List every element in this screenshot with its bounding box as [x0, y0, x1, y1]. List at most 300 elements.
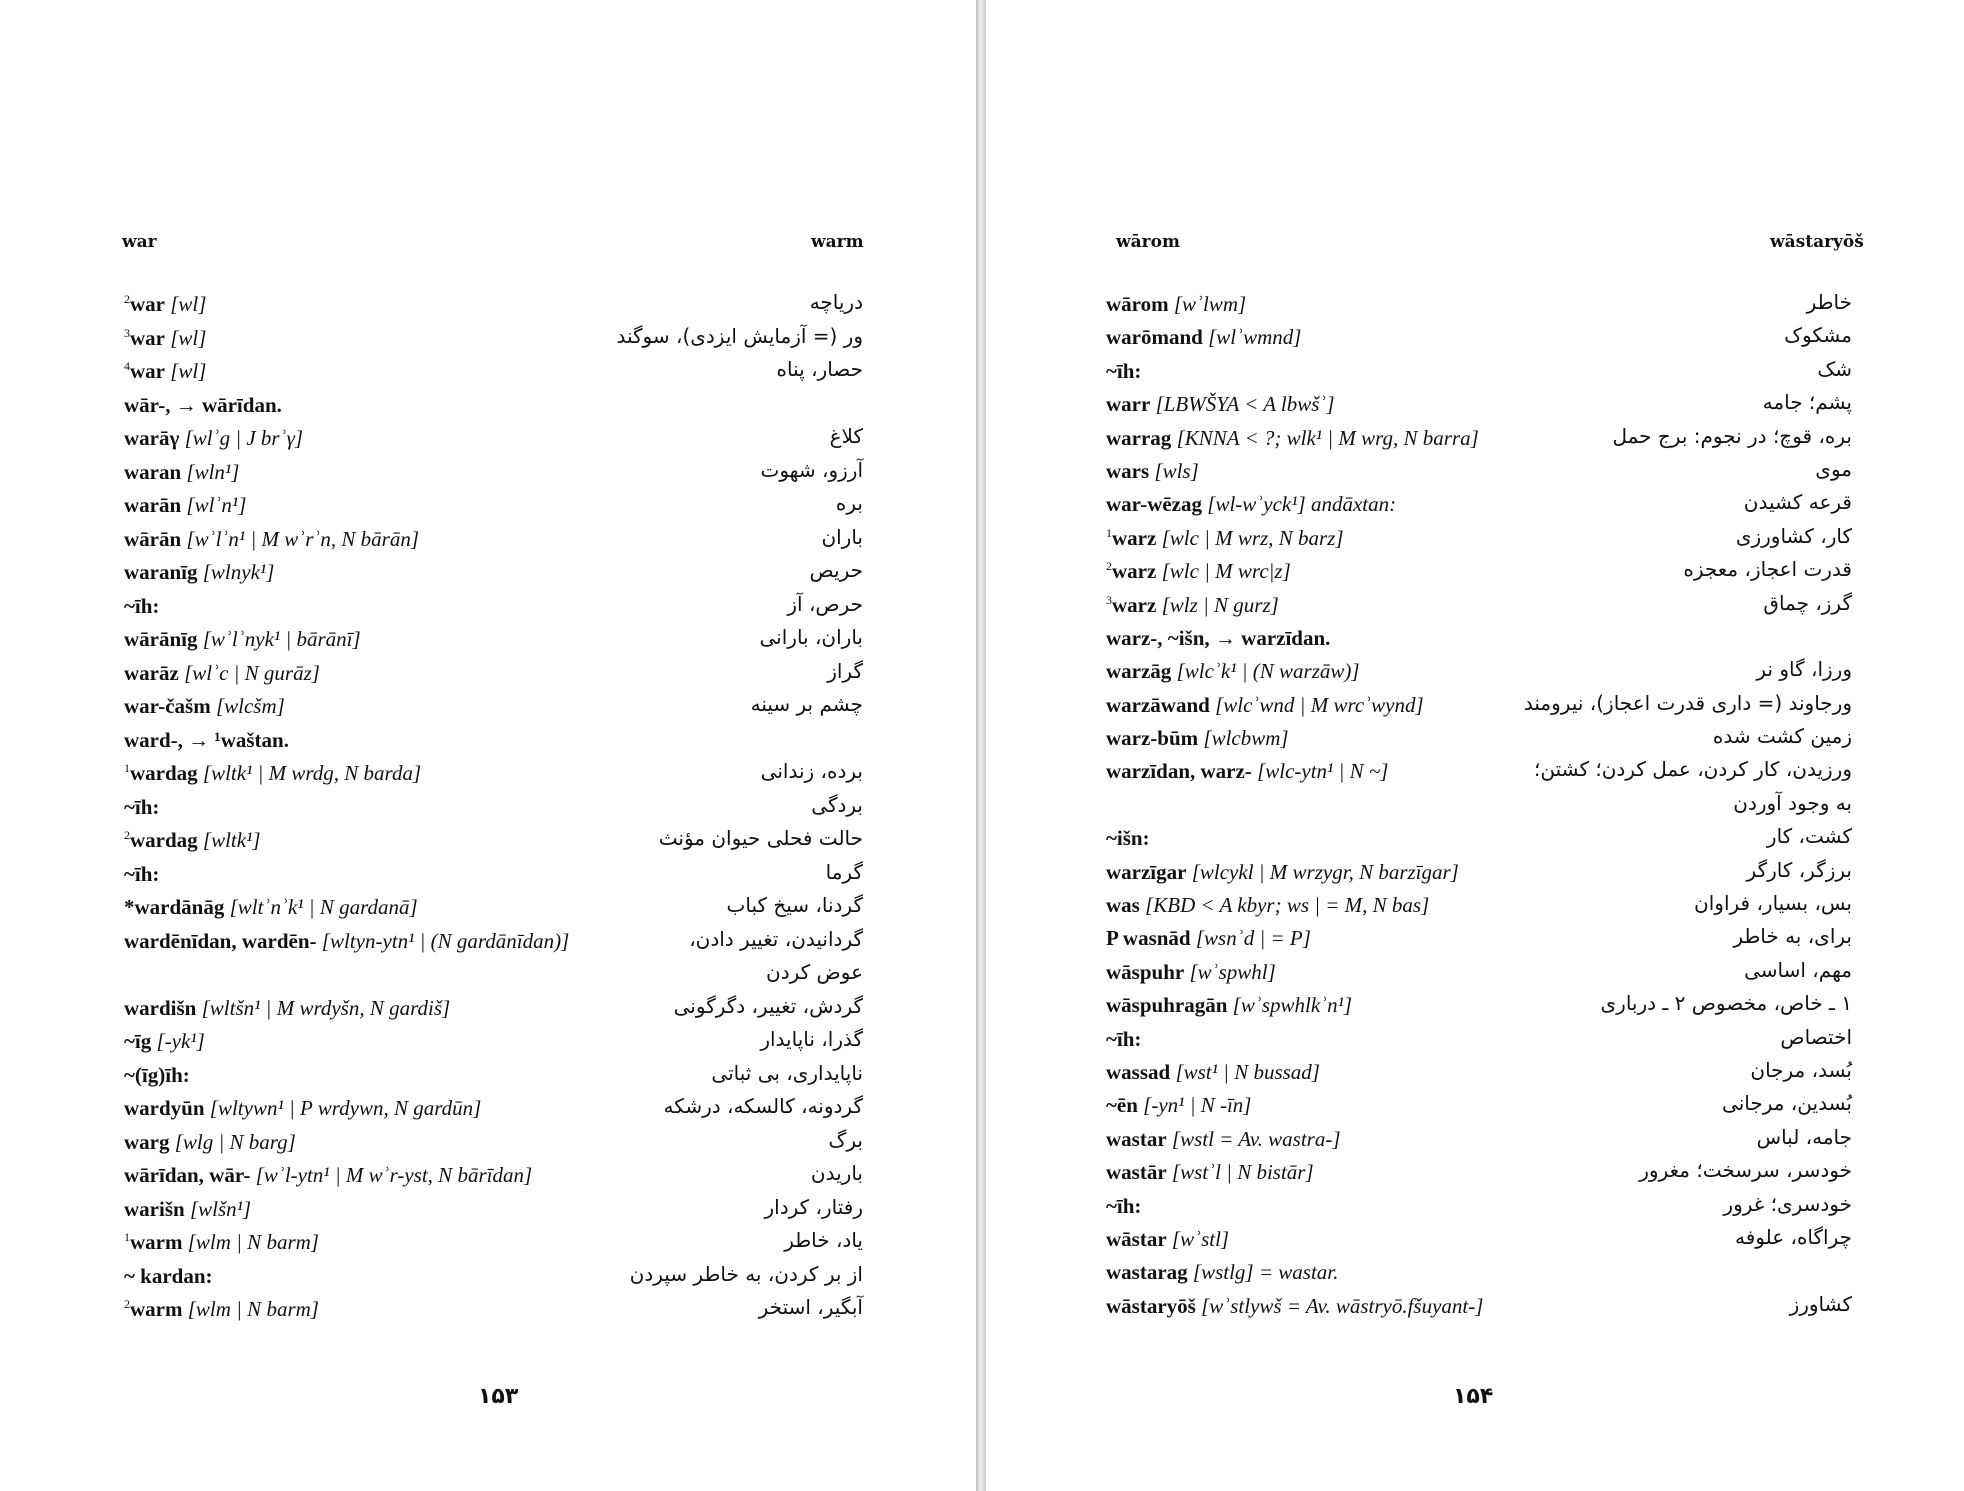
dictionary-entry: [986, 288, 1964, 321]
transcription: [-yn¹ | N -īn]: [1143, 1093, 1252, 1118]
headword: war-čašm: [124, 694, 211, 718]
headword: wardag: [130, 828, 198, 852]
entry-lemma: [1106, 993, 1352, 1018]
entry-lemma: [124, 1230, 319, 1255]
persian-gloss: ناپایداری، بی ثباتی: [711, 1060, 863, 1085]
dictionary-entry: [986, 922, 1964, 955]
headword: wars: [1106, 458, 1150, 483]
headword: warg: [124, 1129, 170, 1154]
transcription: [wltk¹]: [202, 828, 261, 852]
entry-lemma: [1106, 359, 1141, 384]
homonym-number: 4: [124, 359, 130, 373]
book-gutter: [976, 0, 986, 1491]
persian-gloss: برگ: [828, 1127, 863, 1152]
running-head-left: war: [122, 232, 157, 252]
transcription: [wlʾc | N gurāz]: [184, 660, 320, 685]
entry-lemma: [124, 761, 421, 786]
headword: wastarag: [1106, 1260, 1188, 1285]
entry-lemma: [124, 292, 206, 317]
persian-gloss: رفتار، کردار: [764, 1194, 863, 1219]
entry-lemma: [124, 895, 418, 920]
persian-gloss: زمین کشت شده: [1712, 724, 1852, 749]
persian-gloss: دریاچه: [809, 290, 863, 314]
dictionary-entry: [986, 1156, 1964, 1189]
persian-gloss: برده، زندانی: [760, 759, 863, 783]
entry-lemma: [1106, 759, 1388, 784]
transcription: [wl]: [170, 325, 207, 350]
entry-lemma: [1106, 526, 1344, 551]
headword: warzāg: [1106, 659, 1172, 684]
persian-gloss: گراز: [827, 658, 863, 683]
transcription: [wlm | N barm]: [187, 1297, 319, 1321]
dictionary-entry: [0, 489, 976, 523]
dictionary-entry: [0, 724, 976, 758]
headword: warz: [1112, 592, 1157, 617]
headword: wāspuhragān: [1106, 993, 1228, 1018]
headword: warm: [130, 1230, 183, 1254]
entry-lemma: [124, 527, 419, 552]
persian-gloss: چراگاه، علوفه: [1734, 1224, 1852, 1249]
headword: war: [130, 292, 165, 316]
dictionary-entry: [986, 355, 1964, 388]
entry-lemma: [124, 426, 303, 451]
entry-lemma: [1106, 960, 1276, 985]
entry-lemma: [1106, 626, 1330, 651]
entry-lemma: [1106, 559, 1291, 584]
headword: ~īh:: [124, 861, 160, 886]
dictionary-entry: [986, 455, 1964, 488]
persian-gloss: ورزا، گاو نر: [1756, 657, 1852, 682]
persian-gloss: حالت فحلی حیوان مؤنث: [658, 826, 863, 850]
headword: ~(īg)īh:: [124, 1062, 190, 1087]
dictionary-entry: [0, 1293, 976, 1327]
dictionary-entry: [986, 422, 1964, 455]
entry-lemma: [1106, 693, 1424, 718]
headword: ~īh:: [1106, 358, 1142, 383]
dictionary-entry: [986, 1256, 1964, 1289]
dictionary-entry: [0, 456, 976, 490]
dictionary-entry: [986, 956, 1964, 989]
dictionary-entry: [986, 822, 1964, 855]
dictionary-entry: [0, 288, 976, 322]
persian-gloss: خودسری؛ غرور: [1723, 1191, 1852, 1216]
persian-gloss: حریص: [809, 558, 863, 582]
persian-gloss: کشت، کار: [1766, 824, 1852, 849]
headword: wardyūn: [124, 1096, 205, 1120]
dictionary-entry: [0, 322, 976, 356]
headword: wardēnīdan, wardēn-: [124, 928, 317, 953]
dictionary-entry: [0, 1092, 976, 1126]
headword: ward-, → ¹waštan.: [124, 727, 289, 752]
headword: was: [1106, 893, 1140, 918]
transcription: [wltywn¹ | P wrdywn, N gardūn]: [209, 1096, 482, 1120]
entry-lemma: [1106, 893, 1429, 918]
dictionary-entry: [0, 389, 976, 423]
dictionary-entry: [986, 622, 1964, 655]
dictionary-entry: [986, 989, 1964, 1022]
transcription: [wlm | N barm]: [187, 1230, 319, 1254]
transcription: [wlʾwmnd]: [1208, 325, 1302, 350]
headword: warm: [130, 1297, 183, 1321]
headword: ~ēn: [1106, 1093, 1138, 1118]
entry-lemma: [1106, 826, 1150, 851]
entry-lemma: [1106, 1260, 1338, 1285]
entry-lemma: [1106, 659, 1360, 684]
homonym-number: 2: [124, 1297, 130, 1311]
persian-gloss: چشم بر سینه: [750, 692, 863, 716]
dictionary-entry: [0, 757, 976, 791]
left-page: [0, 0, 976, 1491]
entry-lemma: [1106, 492, 1396, 517]
dictionary-entry: [986, 889, 1964, 922]
entry-lemma: [1106, 1027, 1141, 1052]
entry-lemma: [124, 1297, 319, 1322]
dictionary-entry: [986, 1223, 1964, 1256]
transcription: [wlʾg | J brʾγ]: [184, 426, 304, 450]
dictionary-entry: [0, 1025, 976, 1059]
dictionary-entry: [986, 388, 1964, 421]
transcription: [wʾlʾnyk¹ | bārānī]: [202, 627, 361, 651]
entry-lemma: [124, 627, 361, 652]
entry-lemma: [124, 1029, 205, 1054]
headword: wāstar: [1106, 1226, 1167, 1251]
headword: *wardānāg: [124, 895, 225, 919]
dictionary-entry: [986, 1089, 1964, 1122]
transcription: [wlc | M wrc|z]: [1161, 559, 1291, 584]
transcription: [wlg | N barg]: [174, 1129, 296, 1154]
right-page: [986, 0, 1964, 1491]
persian-gloss: اختصاص: [1780, 1024, 1852, 1049]
persian-gloss: گرما: [825, 859, 863, 884]
persian-gloss: گرز، چماق: [1763, 590, 1852, 615]
headword: wār-, → wārīdan.: [124, 392, 282, 417]
headword: warāz: [124, 660, 179, 685]
dictionary-entry: [986, 1023, 1964, 1056]
persian-gloss: بُسدین، مرجانی: [1722, 1091, 1852, 1116]
transcription: [wstʾl | N bistār]: [1171, 1160, 1314, 1185]
persian-gloss: از بر کردن، به خاطر سپردن: [629, 1261, 863, 1286]
entry-lemma: [124, 828, 261, 853]
dictionary-entry: [986, 655, 1964, 688]
headword: waran: [124, 459, 182, 484]
homonym-number: 3: [124, 325, 130, 340]
headword: wārānīg: [124, 627, 198, 651]
entry-lemma: [1106, 1294, 1483, 1319]
dictionary-entry: [986, 755, 1964, 788]
headword: warišn: [124, 1196, 185, 1221]
persian-gloss: ورزیدن، کار کردن، عمل کردن؛ کشتن؛: [1534, 757, 1852, 782]
headword: wassad: [1106, 1059, 1171, 1084]
transcription: [wltk¹ | M wrdg, N barda]: [202, 761, 422, 785]
persian-gloss: بردگی: [811, 792, 863, 817]
dictionary-entry: [0, 891, 976, 925]
entry-lemma: [124, 929, 569, 954]
headword: waranīg: [124, 560, 198, 584]
persian-gloss: آرزو، شهوت: [760, 457, 863, 482]
headword: warāγ: [124, 426, 180, 450]
entry-lemma: [124, 594, 159, 619]
dictionary-entry: [0, 523, 976, 557]
entry-lemma: [1106, 1060, 1320, 1085]
transcription: [wl]: [170, 359, 207, 383]
dictionary-entry: [0, 1126, 976, 1160]
persian-gloss: خودسر، سرسخت؛ مغرور: [1639, 1158, 1852, 1183]
transcription: [wls]: [1154, 458, 1199, 483]
dictionary-entry: [0, 1260, 976, 1294]
headword: ~īh:: [1106, 1193, 1142, 1218]
dictionary-entry: [986, 555, 1964, 588]
headword: wastar: [1106, 1126, 1167, 1151]
headword: war: [130, 359, 165, 383]
entry-lemma: [124, 661, 320, 686]
entry-lemma: [1106, 926, 1311, 951]
transcription: [wltʾnʾk¹ | N gardanā]: [229, 895, 418, 919]
transcription: [KNNA < ?; wlk¹ | M wrg, N barra]: [1176, 425, 1479, 450]
dictionary-entry: [0, 958, 976, 992]
persian-gloss: کلاغ: [829, 424, 863, 448]
dictionary-entry: [0, 1159, 976, 1193]
dictionary-entry: [0, 590, 976, 624]
transcription: [wltyn-ytn¹ | (N gardānīdan)]: [321, 928, 570, 953]
entry-lemma: [124, 1264, 213, 1289]
headword: warān: [124, 493, 182, 517]
transcription: [wʾstlywš = Av. wāstryō.fšuyant-]: [1201, 1293, 1484, 1318]
entry-lemma: [1106, 426, 1479, 451]
entry-lemma: [1106, 392, 1335, 417]
dictionary-entry: [0, 858, 976, 892]
entry-lemma: [1106, 459, 1199, 484]
persian-gloss: باریدن: [810, 1161, 863, 1185]
headword: wāstaryōš: [1106, 1293, 1196, 1318]
entry-lemma: [1106, 1160, 1314, 1185]
dictionary-entry: [0, 422, 976, 456]
dictionary-entry: [0, 657, 976, 691]
persian-gloss: ۱ ـ خاص، مخصوص ۲ ـ درباری: [1600, 991, 1852, 1016]
persian-gloss: مهم، اساسی: [1744, 957, 1852, 982]
headword: warz: [1112, 559, 1157, 584]
page-number: ۱۵۴: [1453, 1384, 1494, 1409]
entry-lemma: [124, 694, 285, 719]
persian-gloss: باران: [821, 524, 863, 549]
persian-gloss: قرعه کشیدن: [1743, 490, 1852, 515]
transcription: [wʾspwhlkʾn¹]: [1232, 993, 1353, 1018]
dictionary-entry: [986, 1190, 1964, 1223]
entry-lemma: [124, 393, 282, 418]
dictionary-entry: [0, 992, 976, 1026]
headword: warzīgar: [1106, 859, 1187, 884]
persian-gloss: به وجود آوردن: [1733, 790, 1852, 815]
persian-gloss: کشاورز: [1789, 1291, 1852, 1316]
persian-gloss: حصار، پناه: [776, 357, 863, 381]
headword: wastār: [1106, 1160, 1167, 1185]
persian-gloss: گردونه، کالسکه، درشکه: [663, 1094, 863, 1118]
persian-gloss: ورجاوند (= داری قدرت اعجاز)، نیرومند: [1523, 690, 1852, 715]
transcription: [wlc | M wrz, N barz]: [1161, 525, 1344, 550]
entry-lemma: [124, 1163, 532, 1188]
dictionary-entry: [0, 355, 976, 389]
homonym-number: 2: [124, 292, 130, 306]
entry-lemma: [1106, 1127, 1341, 1152]
persian-gloss: شک: [1817, 356, 1852, 381]
page-number: ۱۵۳: [478, 1384, 519, 1409]
persian-gloss: کار، کشاورزی: [1735, 523, 1852, 548]
entry-lemma: [124, 493, 246, 518]
running-head-left: wārom: [1116, 232, 1180, 252]
headword: war-wēzag: [1106, 492, 1203, 517]
entry-lemma: [124, 1096, 481, 1121]
homonym-number: 3: [1106, 592, 1112, 607]
transcription: [wlnyk¹]: [202, 560, 275, 584]
entry-list: [986, 288, 1964, 1323]
transcription: [wʾspwhl]: [1189, 959, 1276, 984]
transcription: [wlcšm]: [215, 694, 285, 718]
dictionary-entry: [0, 925, 976, 959]
transcription: [wʾl-ytn¹ | M wʾr-yst, N bārīdan]: [255, 1163, 533, 1187]
dictionary-entry: [986, 321, 1964, 354]
persian-gloss: برای، به خاطر: [1733, 924, 1852, 949]
persian-gloss: قدرت اعجاز، معجزه: [1683, 557, 1852, 582]
transcription: [wltšn¹ | M wrdyšn, N gardiš]: [201, 995, 451, 1020]
persian-gloss: گردنا، سیخ کباب: [726, 893, 863, 917]
dictionary-entry: [986, 856, 1964, 889]
persian-gloss: پشم؛ جامه: [1762, 390, 1852, 415]
dictionary-entry: [986, 722, 1964, 755]
dictionary-entry: [0, 556, 976, 590]
transcription: [wlcbwm]: [1203, 726, 1289, 751]
headword: ~īh:: [124, 794, 160, 819]
headword: warzīdan, warz-: [1106, 759, 1252, 784]
persian-gloss: یاد، خاطر: [784, 1228, 863, 1252]
headword: wardag: [130, 761, 198, 785]
persian-gloss: جامه، لباس: [1756, 1124, 1852, 1149]
headword: war: [130, 325, 165, 350]
dictionary-entry: [986, 488, 1964, 521]
persian-gloss: موی: [1815, 456, 1852, 481]
running-head-right: warm: [811, 232, 864, 252]
headword: wārān: [124, 526, 182, 551]
dictionary-entry: [0, 791, 976, 825]
entry-lemma: [1106, 860, 1459, 885]
headword: warr: [1106, 392, 1151, 417]
persian-gloss: عوض کردن: [766, 960, 863, 984]
entry-lemma: [124, 326, 206, 351]
dictionary-entry: [0, 824, 976, 858]
transcription: [wstlg] = wastar.: [1192, 1260, 1339, 1285]
dictionary-entry: [986, 1123, 1964, 1156]
transcription: [LBWŠYA < A lbwšʾ]: [1155, 392, 1335, 417]
headword: warrag: [1106, 425, 1172, 450]
headword: wārīdan, wār-: [124, 1163, 251, 1187]
transcription: [wlz | N gurz]: [1161, 592, 1279, 617]
entry-lemma: [1106, 1194, 1141, 1219]
transcription: [wlcʾwnd | M wrcʾwynd]: [1215, 692, 1424, 717]
persian-gloss: حرص، آز: [787, 591, 863, 616]
transcription: [wsnʾd | = P]: [1195, 926, 1311, 951]
headword: warzāwand: [1106, 692, 1210, 717]
transcription: [wlʾn¹]: [186, 493, 247, 517]
entry-lemma: [1106, 292, 1246, 317]
headword: warōmand: [1106, 325, 1203, 350]
transcription: [wlc-ytn¹ | N ~]: [1257, 759, 1389, 784]
headword: P wasnād: [1106, 926, 1191, 951]
headword: ~išn:: [1106, 826, 1150, 851]
transcription: [wst¹ | N bussad]: [1175, 1059, 1320, 1084]
headword: ~īg: [124, 1029, 152, 1053]
headword: ~īh:: [124, 593, 160, 618]
entry-lemma: [1106, 593, 1279, 618]
dictionary-entry: [986, 789, 1964, 822]
entry-lemma: [124, 862, 159, 887]
transcription: [wln¹]: [186, 459, 240, 484]
headword: warz: [1112, 525, 1157, 550]
entry-lemma: [124, 560, 274, 585]
entry-lemma: [124, 996, 450, 1021]
persian-gloss: برزگر، کارگر: [1746, 857, 1852, 882]
persian-gloss: بره: [835, 491, 863, 515]
transcription: [wlcykl | M wrzygr, N barzīgar]: [1191, 859, 1459, 884]
transcription: [wʾlwm]: [1173, 292, 1247, 316]
entry-lemma: [124, 728, 289, 753]
persian-gloss: گذرا، ناپایدار: [760, 1027, 863, 1051]
transcription: [wl]: [170, 292, 207, 316]
entry-lemma: [124, 1197, 251, 1222]
transcription: [wstl = Av. wastra-]: [1171, 1126, 1341, 1151]
entry-lemma: [124, 1063, 190, 1088]
headword: wāspuhr: [1106, 959, 1185, 984]
persian-gloss: ور (= آزمایش ایزدی)، سوگند: [616, 323, 863, 348]
entry-lemma: [1106, 1093, 1251, 1118]
headword: ~īh:: [1106, 1026, 1142, 1051]
entry-lemma: [1106, 1227, 1229, 1252]
entry-list: [0, 288, 976, 1327]
headword: wardišn: [124, 995, 197, 1020]
persian-gloss: گردانیدن، تغییر دادن،: [689, 926, 863, 951]
persian-gloss: بس، بسیار، فراوان: [1694, 891, 1852, 916]
transcription: [wl-wʾyck¹] andāxtan:: [1207, 492, 1397, 517]
transcription: [wlšn¹]: [189, 1196, 252, 1221]
entry-lemma: [124, 460, 239, 485]
persian-gloss: آبگیر، استخر: [758, 1295, 863, 1319]
homonym-number: 1: [124, 1230, 130, 1244]
homonym-number: 1: [1106, 525, 1112, 540]
running-head-right: wāstaryōš: [1770, 232, 1864, 252]
transcription: [wlcʾk¹ | (N warzāw)]: [1176, 659, 1360, 684]
dictionary-entry: [0, 1226, 976, 1260]
dictionary-entry: [986, 1290, 1964, 1323]
dictionary-entry: [986, 522, 1964, 555]
persian-gloss: بُسد، مرجان: [1750, 1057, 1852, 1082]
dictionary-entry: [986, 689, 1964, 722]
persian-gloss: گردش، تغییر، دگرگونی: [673, 993, 863, 1018]
dictionary-entry: [986, 1056, 1964, 1089]
dictionary-entry: [0, 623, 976, 657]
headword: wārom: [1106, 292, 1169, 316]
persian-gloss: باران، بارانی: [759, 625, 863, 649]
transcription: [KBD < A kbyr; ws | = M, N bas]: [1145, 893, 1430, 918]
homonym-number: 2: [124, 828, 130, 842]
homonym-number: 2: [1106, 559, 1112, 574]
entry-lemma: [124, 1130, 296, 1155]
persian-gloss: خاطر: [1806, 290, 1852, 314]
entry-lemma: [124, 795, 159, 820]
transcription: [wʾlʾn¹ | M wʾrʾn, N bārān]: [186, 526, 420, 551]
dictionary-entry: [986, 589, 1964, 622]
headword: warz-būm: [1106, 726, 1199, 751]
headword: ~ kardan:: [124, 1263, 213, 1288]
entry-lemma: [1106, 726, 1289, 751]
headword: warz-, ~išn, → warzīdan.: [1106, 625, 1331, 650]
dictionary-entry: [0, 1193, 976, 1227]
